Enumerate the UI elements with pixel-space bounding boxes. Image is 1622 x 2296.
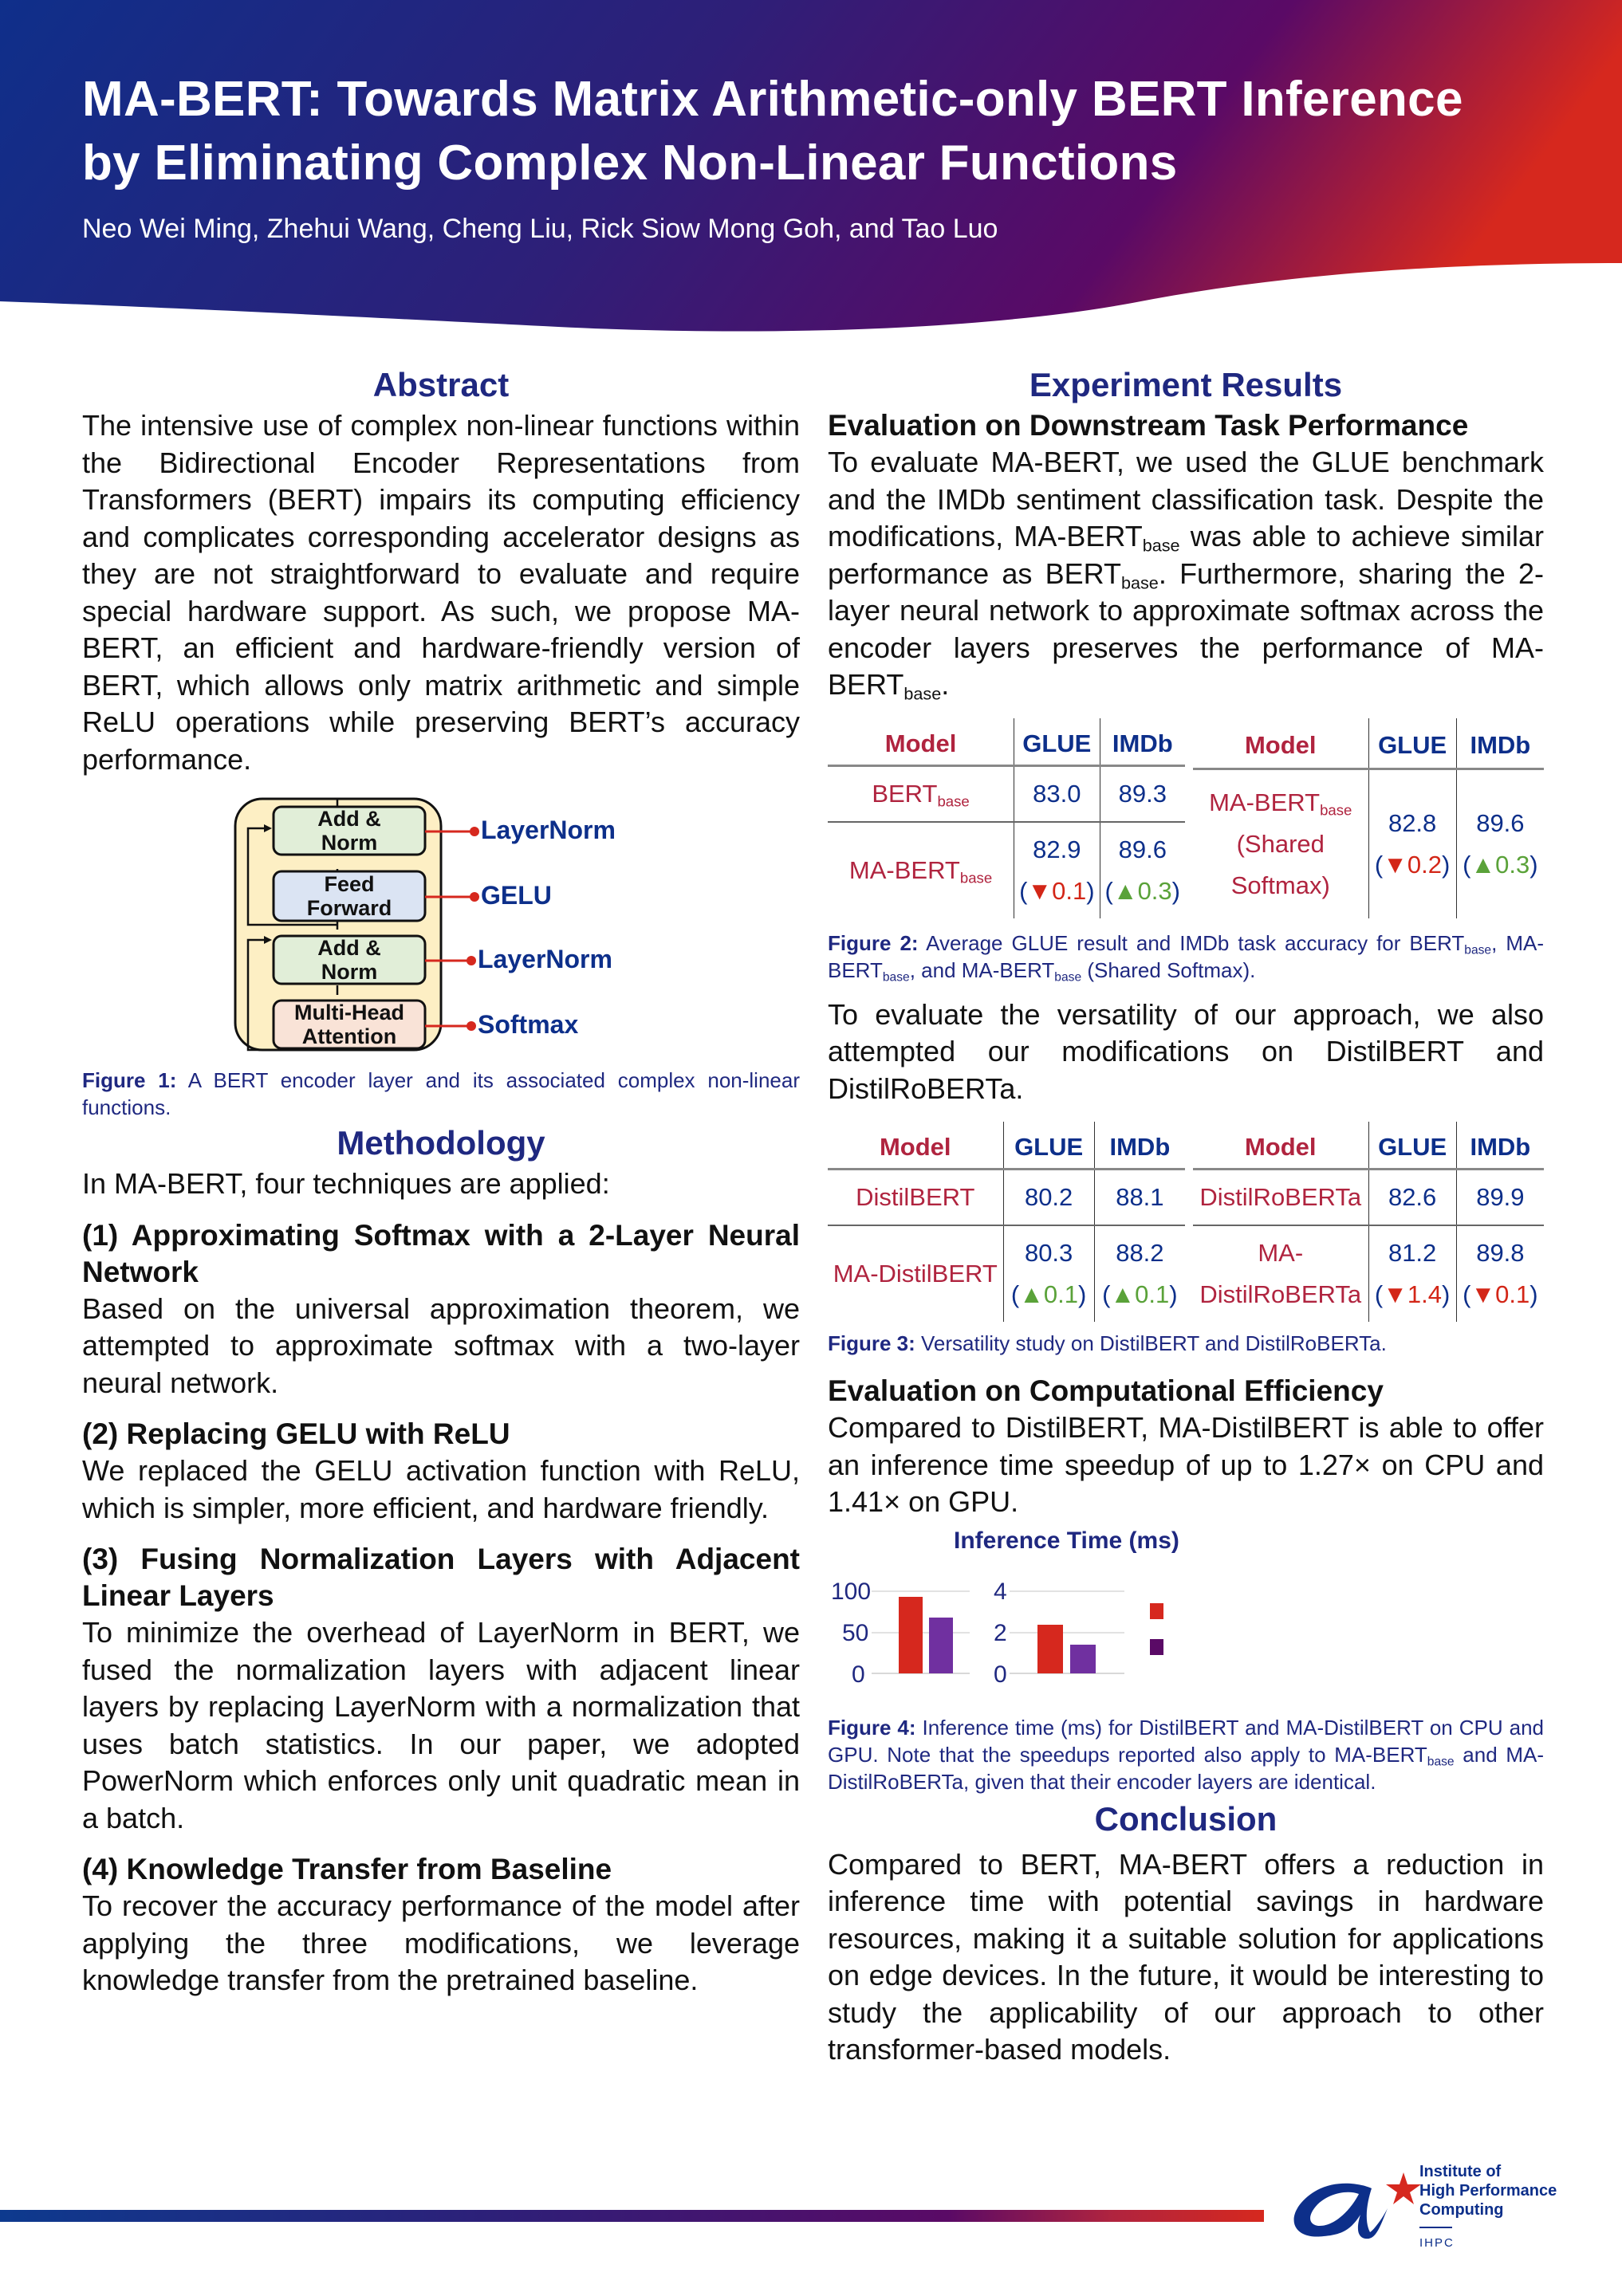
method-2-heading: (2) Replacing GELU with ReLU — [82, 1417, 510, 1450]
method-item-3 — [82, 1541, 800, 1837]
col-header-model: Model — [828, 718, 1014, 766]
col-header-model: Model — [828, 1122, 1003, 1170]
method-2-text: We replaced the GELU activation function with ReLU, which is simpler, more efficient, and hardware friendly. — [82, 1454, 800, 1524]
results-title: Experiment Results — [1029, 366, 1343, 403]
footer-gradient-bar — [0, 2210, 1264, 2222]
right-column — [828, 363, 1544, 2069]
table-row: $MA-BERT_{base}$ 82.9 (▼0.1) 89.6 (▲0.3) — [828, 822, 1185, 918]
logo-divider — [1419, 2227, 1452, 2228]
fn-label-layernorm-bottom: LayerNorm — [478, 945, 612, 973]
table-bert-results — [828, 718, 1185, 918]
institute-abbreviation: IHPC — [1419, 2236, 1455, 2250]
col-header-glue: GLUE — [1014, 718, 1100, 766]
left-column — [82, 363, 800, 1999]
col-header-glue: GLUE — [1368, 718, 1456, 769]
col-header-imdb: IMDb — [1100, 718, 1185, 766]
col-header-model: Model — [1193, 718, 1368, 769]
table-shared-softmax-results — [1193, 718, 1544, 918]
conclusion-text: Compared to BERT, MA-BERT offers a reduction in inference time with potential savings in hardware resources, making it a suitable solution for applications on edge devices. In the future, it would be interesting to study the applicability of our approach to other transformer-based models. — [828, 1847, 1544, 2066]
poster-title — [82, 68, 1557, 195]
methodology-intro: In MA-BERT, four techniques are applied: — [82, 1167, 610, 1200]
fn-label-softmax: Softmax — [478, 1010, 579, 1039]
table-row: DistilBERT 80.2 88.1 — [828, 1170, 1185, 1226]
method-1-heading: (1) Approximating Softmax with a 2-Layer Neural Network — [82, 1218, 800, 1288]
versatility-text: To evaluate the versatility of our approach, we also attempted our modifications on DistilBERT and DistilRoBERTa. — [828, 997, 1544, 1105]
col-header-imdb: IMDb — [1456, 1122, 1544, 1170]
downstream-text: To evaluate MA-BERT, we used the GLUE benchmark and the IMDb sentiment classification task. Despite the modifications, $MA-BERT_{base}$ was able to achieve similar performance as $BERT_{base}$. Furthermore, sharing the 2-layer neural network to approximate softmax across the encoder layers preserves the performance of $MA-BERT_{base}$. — [828, 446, 1544, 704]
block-multi-head-attention: Multi-Head Attention — [294, 1001, 404, 1048]
figure-1-caption: Figure 1: A BERT encoder layer and its associated complex non-linear functions. — [82, 1068, 801, 1119]
table-row: MA-DistilBERT 80.3 (▲0.1) 88.2 (▲0.1) — [828, 1225, 1185, 1322]
figure-2-caption: Figure 2: Average GLUE result and IMDb task accuracy for $BERT_{base}$, $MA-BERT_{base}$, and $MA-BERT_{base}$ (Shared Softmax). — [828, 930, 1544, 985]
title-line-1: MA-BERT: Towards Matrix Arithmetic-only BERT Inference — [82, 72, 1463, 127]
downstream-heading: Evaluation on Downstream Task Performance — [828, 409, 1469, 442]
cpu-tick-50: 50 — [842, 1619, 869, 1646]
table-row: DistilRoBERTa 82.6 89.9 — [1193, 1170, 1544, 1226]
abstract-text: The intensive use of complex non-linear functions within the Bidirectional Encoder Representations from Transformers (BERT) impairs its computing efficiency and complicates corresponding accelerator designs as they are not straightforward to evaluate and require special hardware support. As such, we propose MA-BERT, an efficient and hardware-friendly version of BERT, which allows only matrix arithmetic and simple ReLU operations while preserving BERT’s accuracy performance. — [82, 409, 800, 776]
table-row: $BERT_{base}$ 83.0 89.3 — [828, 765, 1185, 822]
figure-2-tables — [828, 718, 1544, 918]
cpu-tick-0: 0 — [852, 1661, 865, 1688]
fn-label-layernorm-top: LayerNorm — [481, 816, 616, 844]
figure-3-caption: Figure 3: Versatility study on DistilBERT and DistilRoBERTa. — [828, 1331, 1387, 1355]
method-item-2 — [82, 1416, 800, 1527]
table-row: $MA-BERT_{base}$ (Shared Softmax) 82.8 (▼0.2) 89.6 (▲0.3) — [1193, 769, 1544, 918]
cpu-tick-100: 100 — [831, 1578, 872, 1605]
author-list: Neo Wei Ming, Zhehui Wang, Cheng Liu, Rick Siow Mong Goh, and Tao Luo — [82, 214, 998, 244]
col-header-imdb: IMDb — [1094, 1122, 1185, 1170]
efficiency-heading: Evaluation on Computational Efficiency — [828, 1374, 1384, 1407]
chart-labels — [828, 1527, 1544, 1711]
figure-4-caption: Figure 4: Inference time (ms) for DistilBERT and MA-DistilBERT on CPU and GPU. Note that the speedups reported also apply to $MA-BERT_{base}$ and MA-DistilRoBERTa, given that their encoder layers are identical. — [828, 1715, 1544, 1794]
table-distilroberta-results — [1193, 1122, 1544, 1322]
method-4-text: To recover the accuracy performance of the model after applying the three modifications, we leverage knowledge transfer from the pretrained baseline. — [82, 1889, 800, 1996]
gpu-tick-4: 4 — [994, 1578, 1007, 1605]
conclusion-title: Conclusion — [1094, 1799, 1278, 1838]
method-item-4 — [82, 1851, 800, 1999]
methodology-title: Methodology — [337, 1124, 545, 1162]
gpu-tick-0: 0 — [994, 1661, 1007, 1688]
col-header-imdb: IMDb — [1456, 718, 1544, 769]
method-item-1 — [82, 1217, 800, 1402]
fn-label-gelu: GELU — [481, 881, 552, 910]
figure-1-encoder-diagram — [82, 789, 800, 1052]
chart-title: Inference Time (ms) — [954, 1527, 1179, 1554]
col-header-model: Model — [1193, 1122, 1368, 1170]
figure-4-inference-chart — [828, 1527, 1544, 1711]
method-1-text: Based on the universal approximation theorem, we attempted to approximate softmax with a two-layer neural network. — [82, 1292, 800, 1399]
title-line-2: by Eliminating Complex Non-Linear Functions — [82, 136, 1178, 191]
method-3-text: To minimize the overhead of LayerNorm in BERT, we fused the normalization layers with adjacent linear layers by replacing LayerNorm with a normalization that uses batch statistics. In our paper, we adopted PowerNorm which enforces only unit quadratic mean in a batch. — [82, 1616, 800, 1834]
gpu-tick-2: 2 — [994, 1619, 1007, 1646]
method-4-heading: (4) Knowledge Transfer from Baseline — [82, 1853, 612, 1885]
table-row: MA- DistilRoBERTa 81.2 (▼1.4) 89.8 (▼0.1) — [1193, 1225, 1544, 1322]
poster-header — [0, 0, 1622, 335]
institute-name: Institute of High Performance Computing — [1419, 2163, 1557, 2219]
efficiency-text: Compared to DistilBERT, MA-DistilBERT is able to offer an inference time speedup of up to 1.27× on CPU and 1.41× on GPU. — [828, 1411, 1544, 1518]
table-distilbert-results — [828, 1122, 1185, 1322]
col-header-glue: GLUE — [1368, 1122, 1456, 1170]
abstract-title: Abstract — [372, 366, 510, 403]
figure-3-tables — [828, 1122, 1544, 1322]
block-feed-forward: Feed Forward — [306, 872, 392, 920]
block-add-norm-bottom: Add & Norm — [317, 936, 381, 984]
col-header-glue: GLUE — [1003, 1122, 1094, 1170]
block-add-norm-top: Add & Norm — [317, 807, 381, 855]
method-3-heading: (3) Fusing Normalization Layers with Adjacent Linear Layers — [82, 1543, 800, 1612]
